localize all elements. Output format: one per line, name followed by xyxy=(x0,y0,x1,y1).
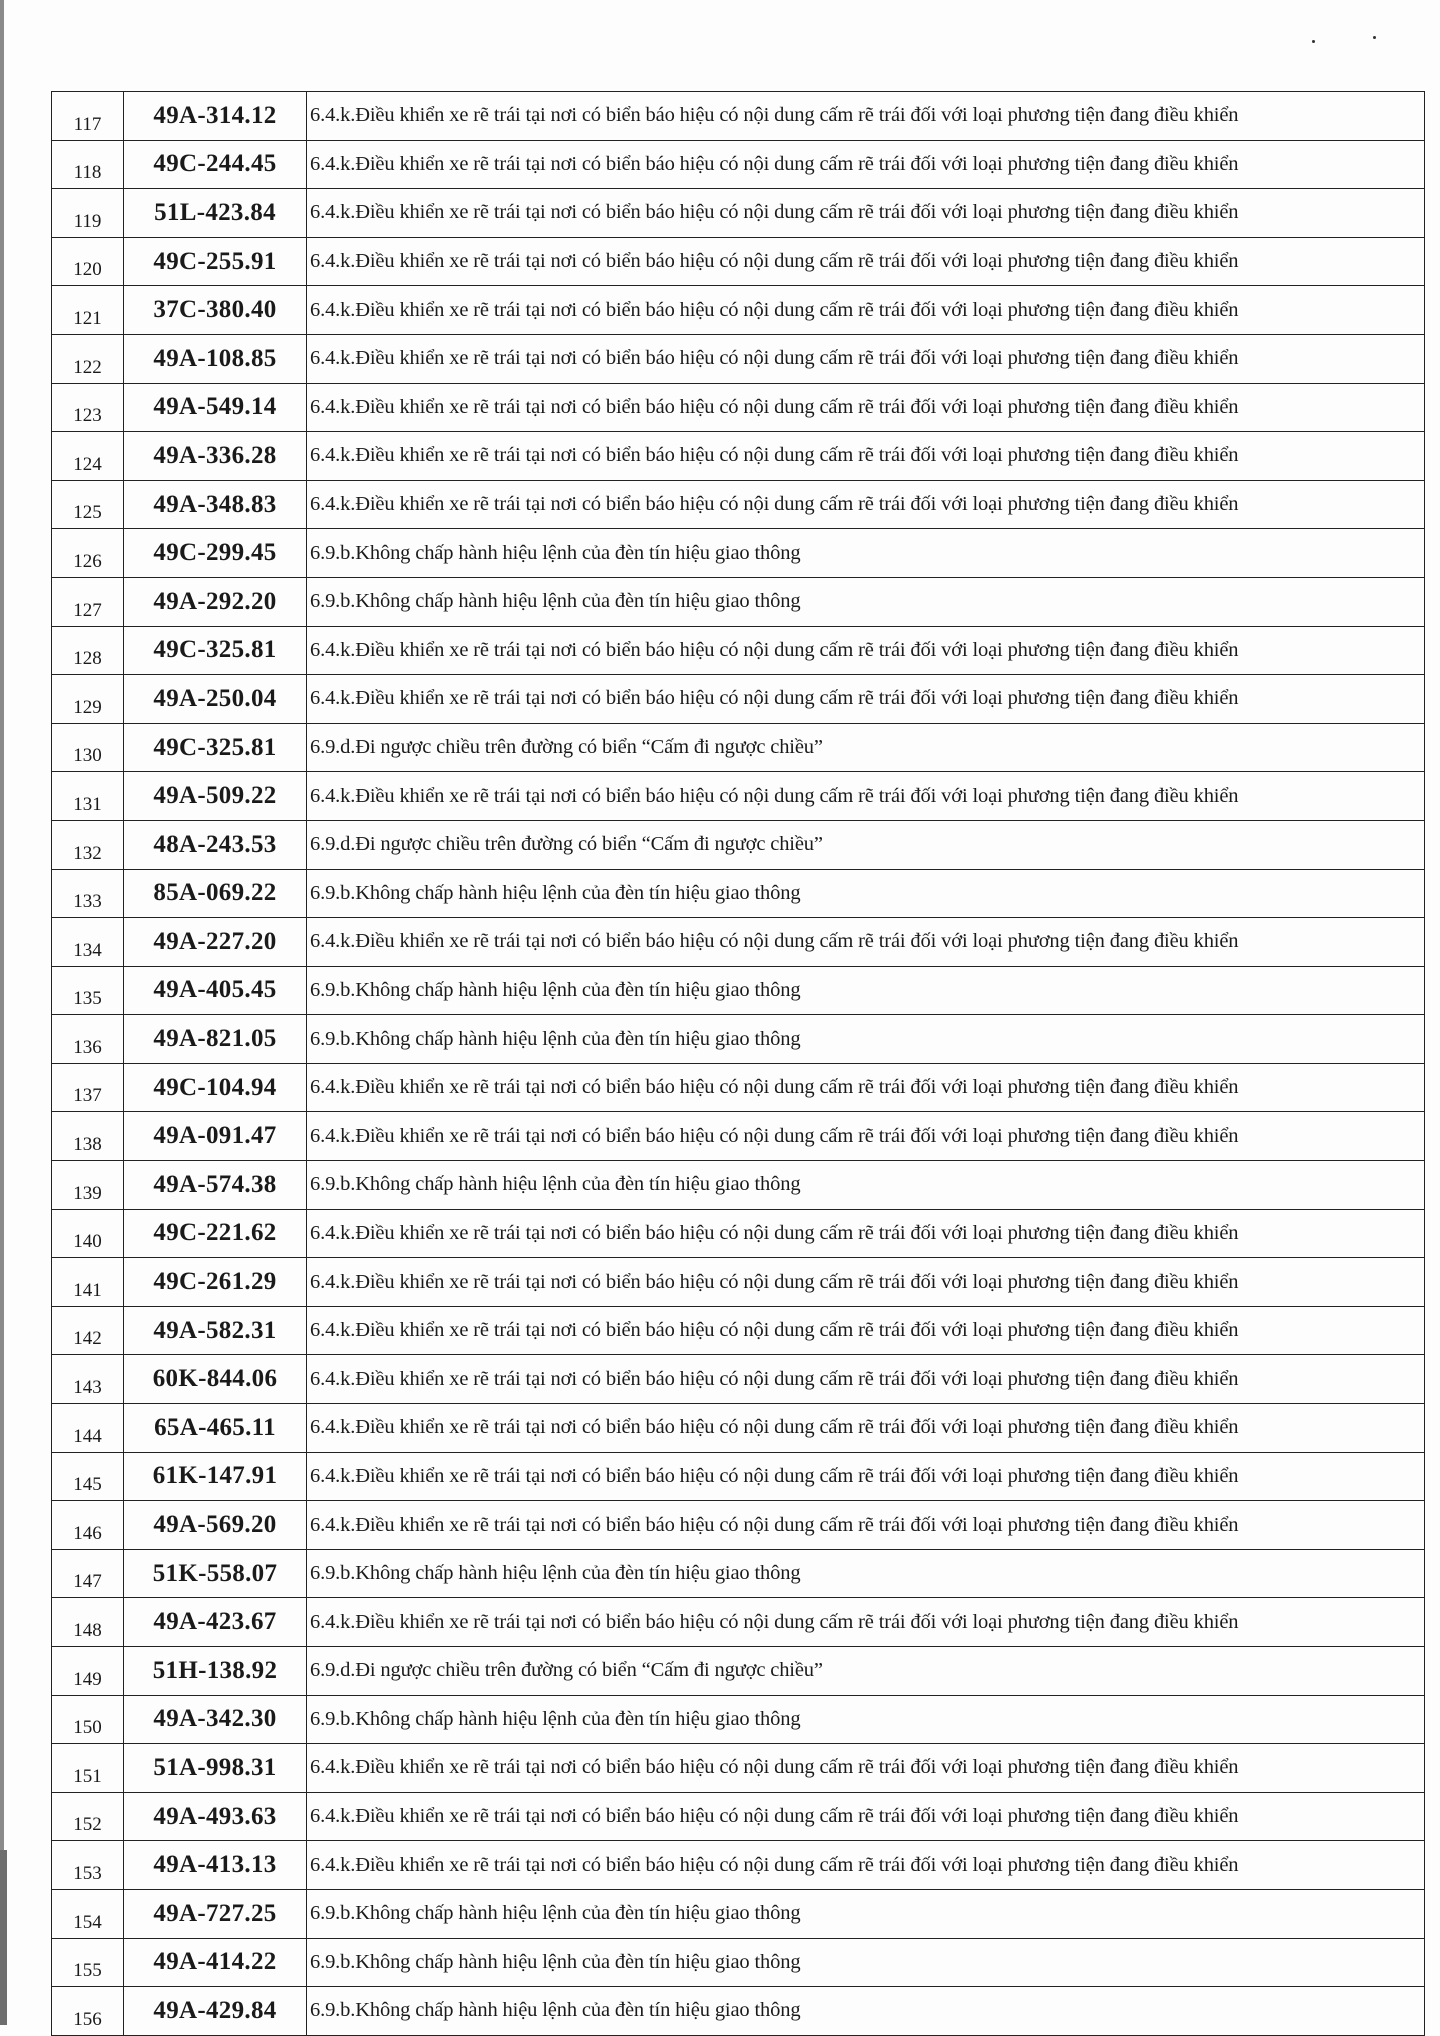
violation-description: 6.4.k.Điều khiển xe rẽ trái tại nơi có biển báo hiệu có nội dung cấm rẽ trái đối với loại phương tiện đang điều khiển xyxy=(307,1209,1425,1258)
violation-description: 6.9.b.Không chấp hành hiệu lệnh của đèn tín hiệu giao thông xyxy=(307,1549,1425,1598)
table-row xyxy=(52,1695,1425,1744)
row-number: 126 xyxy=(52,529,124,578)
row-number: 136 xyxy=(52,1015,124,1064)
table-row xyxy=(52,869,1425,918)
table-row xyxy=(52,529,1425,578)
violation-description: 6.4.k.Điều khiển xe rẽ trái tại nơi có biển báo hiệu có nội dung cấm rẽ trái đối với loại phương tiện đang điều khiển xyxy=(307,1258,1425,1307)
table-row xyxy=(52,140,1425,189)
license-plate: 49A-493.63 xyxy=(124,1792,307,1841)
row-number: 149 xyxy=(52,1647,124,1696)
table-row xyxy=(52,1744,1425,1793)
license-plate: 49A-569.20 xyxy=(124,1501,307,1550)
license-plate: 49C-261.29 xyxy=(124,1258,307,1307)
violation-description: 6.9.b.Không chấp hành hiệu lệnh của đèn tín hiệu giao thông xyxy=(307,966,1425,1015)
violation-description: 6.4.k.Điều khiển xe rẽ trái tại nơi có biển báo hiệu có nội dung cấm rẽ trái đối với loại phương tiện đang điều khiển xyxy=(307,1404,1425,1453)
row-number: 138 xyxy=(52,1112,124,1161)
license-plate: 48A-243.53 xyxy=(124,820,307,869)
row-number: 135 xyxy=(52,966,124,1015)
license-plate: 49A-108.85 xyxy=(124,334,307,383)
row-number: 147 xyxy=(52,1549,124,1598)
row-number: 125 xyxy=(52,480,124,529)
table-row xyxy=(52,1792,1425,1841)
table-row xyxy=(52,1549,1425,1598)
row-number: 145 xyxy=(52,1452,124,1501)
violation-description: 6.4.k.Điều khiển xe rẽ trái tại nơi có biển báo hiệu có nội dung cấm rẽ trái đối với loại phương tiện đang điều khiển xyxy=(307,286,1425,335)
violation-description: 6.4.k.Điều khiển xe rẽ trái tại nơi có biển báo hiệu có nội dung cấm rẽ trái đối với loại phương tiện đang điều khiển xyxy=(307,189,1425,238)
table-row xyxy=(52,820,1425,869)
license-plate: 49A-292.20 xyxy=(124,577,307,626)
license-plate: 60K-844.06 xyxy=(124,1355,307,1404)
table-row xyxy=(52,1841,1425,1890)
row-number: 154 xyxy=(52,1889,124,1938)
table-row xyxy=(52,723,1425,772)
license-plate: 61K-147.91 xyxy=(124,1452,307,1501)
violation-description: 6.4.k.Điều khiển xe rẽ trái tại nơi có biển báo hiệu có nội dung cấm rẽ trái đối với loại phương tiện đang điều khiển xyxy=(307,1841,1425,1890)
license-plate: 49A-342.30 xyxy=(124,1695,307,1744)
row-number: 133 xyxy=(52,869,124,918)
violation-description: 6.9.b.Không chấp hành hiệu lệnh của đèn tín hiệu giao thông xyxy=(307,1695,1425,1744)
violation-description: 6.9.b.Không chấp hành hiệu lệnh của đèn tín hiệu giao thông xyxy=(307,577,1425,626)
table-row xyxy=(52,1889,1425,1938)
row-number: 137 xyxy=(52,1063,124,1112)
row-number: 148 xyxy=(52,1598,124,1647)
violation-description: 6.9.b.Không chấp hành hiệu lệnh của đèn tín hiệu giao thông xyxy=(307,1987,1425,2036)
table-row xyxy=(52,1501,1425,1550)
row-number: 141 xyxy=(52,1258,124,1307)
violation-description: 6.4.k.Điều khiển xe rẽ trái tại nơi có biển báo hiệu có nội dung cấm rẽ trái đối với loại phương tiện đang điều khiển xyxy=(307,1063,1425,1112)
license-plate: 49A-549.14 xyxy=(124,383,307,432)
license-plate: 49A-582.31 xyxy=(124,1306,307,1355)
violation-description: 6.4.k.Điều khiển xe rẽ trái tại nơi có biển báo hiệu có nội dung cấm rẽ trái đối với loại phương tiện đang điều khiển xyxy=(307,1355,1425,1404)
table-row xyxy=(52,432,1425,481)
row-number: 142 xyxy=(52,1306,124,1355)
violation-description: 6.4.k.Điều khiển xe rẽ trái tại nơi có biển báo hiệu có nội dung cấm rẽ trái đối với loại phương tiện đang điều khiển xyxy=(307,1792,1425,1841)
violations-table-container xyxy=(51,91,1424,2036)
table-row xyxy=(52,383,1425,432)
row-number: 155 xyxy=(52,1938,124,1987)
license-plate: 49A-429.84 xyxy=(124,1987,307,2036)
license-plate: 49A-727.25 xyxy=(124,1889,307,1938)
row-number: 121 xyxy=(52,286,124,335)
row-number: 151 xyxy=(52,1744,124,1793)
scan-speck xyxy=(1312,40,1315,43)
row-number: 134 xyxy=(52,918,124,967)
violation-description: 6.4.k.Điều khiển xe rẽ trái tại nơi có biển báo hiệu có nội dung cấm rẽ trái đối với loại phương tiện đang điều khiển xyxy=(307,140,1425,189)
violation-description: 6.9.b.Không chấp hành hiệu lệnh của đèn tín hiệu giao thông xyxy=(307,1161,1425,1210)
license-plate: 37C-380.40 xyxy=(124,286,307,335)
violation-description: 6.4.k.Điều khiển xe rẽ trái tại nơi có biển báo hiệu có nội dung cấm rẽ trái đối với loại phương tiện đang điều khiển xyxy=(307,432,1425,481)
license-plate: 49A-348.83 xyxy=(124,480,307,529)
violation-description: 6.9.b.Không chấp hành hiệu lệnh của đèn tín hiệu giao thông xyxy=(307,1889,1425,1938)
violation-description: 6.9.d.Đi ngược chiều trên đường có biển “Cấm đi ngược chiều” xyxy=(307,1647,1425,1696)
row-number: 131 xyxy=(52,772,124,821)
license-plate: 49A-336.28 xyxy=(124,432,307,481)
license-plate: 49A-250.04 xyxy=(124,675,307,724)
violations-table-body xyxy=(52,92,1425,2036)
table-row xyxy=(52,1355,1425,1404)
violation-description: 6.4.k.Điều khiển xe rẽ trái tại nơi có biển báo hiệu có nội dung cấm rẽ trái đối với loại phương tiện đang điều khiển xyxy=(307,383,1425,432)
scan-edge-shadow xyxy=(0,1850,7,2025)
violation-description: 6.4.k.Điều khiển xe rẽ trái tại nơi có biển báo hiệu có nội dung cấm rẽ trái đối với loại phương tiện đang điều khiển xyxy=(307,92,1425,141)
row-number: 132 xyxy=(52,820,124,869)
row-number: 156 xyxy=(52,1987,124,2036)
table-row xyxy=(52,1112,1425,1161)
row-number: 124 xyxy=(52,432,124,481)
table-row xyxy=(52,675,1425,724)
row-number: 128 xyxy=(52,626,124,675)
row-number: 123 xyxy=(52,383,124,432)
violation-description: 6.4.k.Điều khiển xe rẽ trái tại nơi có biển báo hiệu có nội dung cấm rẽ trái đối với loại phương tiện đang điều khiển xyxy=(307,1112,1425,1161)
table-row xyxy=(52,480,1425,529)
violation-description: 6.4.k.Điều khiển xe rẽ trái tại nơi có biển báo hiệu có nội dung cấm rẽ trái đối với loại phương tiện đang điều khiển xyxy=(307,480,1425,529)
row-number: 144 xyxy=(52,1404,124,1453)
violation-description: 6.4.k.Điều khiển xe rẽ trái tại nơi có biển báo hiệu có nội dung cấm rẽ trái đối với loại phương tiện đang điều khiển xyxy=(307,334,1425,383)
violation-description: 6.9.b.Không chấp hành hiệu lệnh của đèn tín hiệu giao thông xyxy=(307,869,1425,918)
table-row xyxy=(52,1209,1425,1258)
license-plate: 49A-414.22 xyxy=(124,1938,307,1987)
scan-speck xyxy=(1373,36,1376,39)
row-number: 146 xyxy=(52,1501,124,1550)
row-number: 127 xyxy=(52,577,124,626)
table-row xyxy=(52,1063,1425,1112)
table-row xyxy=(52,1598,1425,1647)
violations-table xyxy=(51,91,1425,2036)
row-number: 140 xyxy=(52,1209,124,1258)
license-plate: 51K-558.07 xyxy=(124,1549,307,1598)
row-number: 117 xyxy=(52,92,124,141)
table-row xyxy=(52,1161,1425,1210)
license-plate: 49A-091.47 xyxy=(124,1112,307,1161)
license-plate: 49A-423.67 xyxy=(124,1598,307,1647)
row-number: 122 xyxy=(52,334,124,383)
table-row xyxy=(52,626,1425,675)
violation-description: 6.9.b.Không chấp hành hiệu lệnh của đèn tín hiệu giao thông xyxy=(307,529,1425,578)
license-plate: 49A-413.13 xyxy=(124,1841,307,1890)
violation-description: 6.4.k.Điều khiển xe rẽ trái tại nơi có biển báo hiệu có nội dung cấm rẽ trái đối với loại phương tiện đang điều khiển xyxy=(307,772,1425,821)
row-number: 120 xyxy=(52,237,124,286)
violation-description: 6.4.k.Điều khiển xe rẽ trái tại nơi có biển báo hiệu có nội dung cấm rẽ trái đối với loại phương tiện đang điều khiển xyxy=(307,1598,1425,1647)
table-row xyxy=(52,92,1425,141)
license-plate: 49C-221.62 xyxy=(124,1209,307,1258)
table-row xyxy=(52,189,1425,238)
license-plate: 49C-299.45 xyxy=(124,529,307,578)
license-plate: 49A-509.22 xyxy=(124,772,307,821)
table-row xyxy=(52,966,1425,1015)
violation-description: 6.4.k.Điều khiển xe rẽ trái tại nơi có biển báo hiệu có nội dung cấm rẽ trái đối với loại phương tiện đang điều khiển xyxy=(307,237,1425,286)
violation-description: 6.4.k.Điều khiển xe rẽ trái tại nơi có biển báo hiệu có nội dung cấm rẽ trái đối với loại phương tiện đang điều khiển xyxy=(307,1744,1425,1793)
license-plate: 51A-998.31 xyxy=(124,1744,307,1793)
license-plate: 65A-465.11 xyxy=(124,1404,307,1453)
table-row xyxy=(52,918,1425,967)
table-row xyxy=(52,1306,1425,1355)
license-plate: 49A-227.20 xyxy=(124,918,307,967)
table-row xyxy=(52,1452,1425,1501)
row-number: 139 xyxy=(52,1161,124,1210)
table-row xyxy=(52,286,1425,335)
license-plate: 49C-325.81 xyxy=(124,723,307,772)
table-row xyxy=(52,772,1425,821)
row-number: 150 xyxy=(52,1695,124,1744)
license-plate: 49A-314.12 xyxy=(124,92,307,141)
license-plate: 49C-104.94 xyxy=(124,1063,307,1112)
row-number: 118 xyxy=(52,140,124,189)
row-number: 119 xyxy=(52,189,124,238)
license-plate: 85A-069.22 xyxy=(124,869,307,918)
row-number: 143 xyxy=(52,1355,124,1404)
license-plate: 49A-574.38 xyxy=(124,1161,307,1210)
license-plate: 49A-821.05 xyxy=(124,1015,307,1064)
violation-description: 6.4.k.Điều khiển xe rẽ trái tại nơi có biển báo hiệu có nội dung cấm rẽ trái đối với loại phương tiện đang điều khiển xyxy=(307,1452,1425,1501)
violation-description: 6.4.k.Điều khiển xe rẽ trái tại nơi có biển báo hiệu có nội dung cấm rẽ trái đối với loại phương tiện đang điều khiển xyxy=(307,626,1425,675)
violation-description: 6.4.k.Điều khiển xe rẽ trái tại nơi có biển báo hiệu có nội dung cấm rẽ trái đối với loại phương tiện đang điều khiển xyxy=(307,1501,1425,1550)
license-plate: 49C-255.91 xyxy=(124,237,307,286)
violation-description: 6.9.b.Không chấp hành hiệu lệnh của đèn tín hiệu giao thông xyxy=(307,1015,1425,1064)
row-number: 129 xyxy=(52,675,124,724)
table-row xyxy=(52,1938,1425,1987)
table-row xyxy=(52,237,1425,286)
table-row xyxy=(52,577,1425,626)
license-plate: 51H-138.92 xyxy=(124,1647,307,1696)
violation-description: 6.4.k.Điều khiển xe rẽ trái tại nơi có biển báo hiệu có nội dung cấm rẽ trái đối với loại phương tiện đang điều khiển xyxy=(307,918,1425,967)
table-row xyxy=(52,1258,1425,1307)
table-row xyxy=(52,1015,1425,1064)
scan-edge-left xyxy=(0,0,4,2025)
table-row xyxy=(52,334,1425,383)
row-number: 130 xyxy=(52,723,124,772)
violation-description: 6.9.d.Đi ngược chiều trên đường có biển “Cấm đi ngược chiều” xyxy=(307,723,1425,772)
row-number: 152 xyxy=(52,1792,124,1841)
violation-description: 6.9.d.Đi ngược chiều trên đường có biển “Cấm đi ngược chiều” xyxy=(307,820,1425,869)
row-number: 153 xyxy=(52,1841,124,1890)
table-row xyxy=(52,1404,1425,1453)
license-plate: 49C-244.45 xyxy=(124,140,307,189)
table-row xyxy=(52,1987,1425,2036)
violation-description: 6.9.b.Không chấp hành hiệu lệnh của đèn tín hiệu giao thông xyxy=(307,1938,1425,1987)
table-row xyxy=(52,1647,1425,1696)
license-plate: 49A-405.45 xyxy=(124,966,307,1015)
license-plate: 49C-325.81 xyxy=(124,626,307,675)
license-plate: 51L-423.84 xyxy=(124,189,307,238)
violation-description: 6.4.k.Điều khiển xe rẽ trái tại nơi có biển báo hiệu có nội dung cấm rẽ trái đối với loại phương tiện đang điều khiển xyxy=(307,1306,1425,1355)
violation-description: 6.4.k.Điều khiển xe rẽ trái tại nơi có biển báo hiệu có nội dung cấm rẽ trái đối với loại phương tiện đang điều khiển xyxy=(307,675,1425,724)
